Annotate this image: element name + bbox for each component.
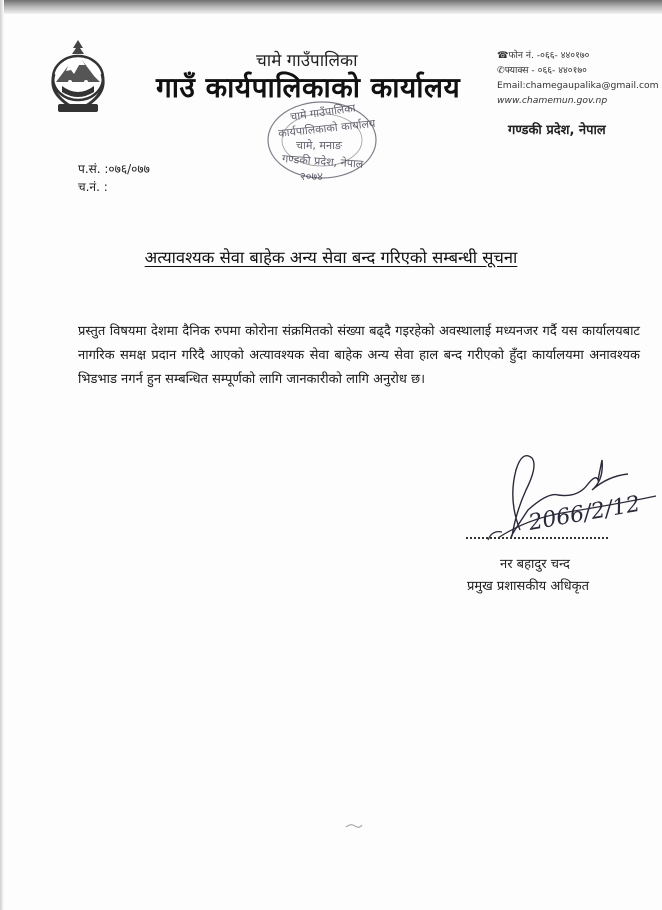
reference-block bbox=[78, 160, 150, 196]
nepal-emblem-icon bbox=[50, 38, 106, 118]
office-name-title: गाउँ कार्यपालिकाको कार्यालय bbox=[156, 71, 461, 104]
notice-title-wrap bbox=[0, 245, 662, 268]
province-name: गण्डकी प्रदेश, नेपाल bbox=[508, 123, 606, 138]
signer-designation: प्रमुख प्रशासकीय अधिकृत bbox=[467, 579, 590, 594]
stamp-text-1: चामे गाउँपालिका bbox=[289, 101, 357, 124]
letter-number: प.सं. :०७६/०७७ bbox=[78, 162, 150, 176]
page-side-shadow bbox=[0, 0, 4, 910]
notice-body: प्रस्तुत विषयमा देशमा दैनिक रुपमा कोरोना संक्रमितको संख्या बढ्दै गइरहेको अवस्थालाई मध्यनजर गर्दै यस कार्यालयबाट नागरिक समक्ष प्रदान गरिदै आएको अत्यावश्यक सेवा बाहेक अन्य सेवा हाल बन्द गरीएको हुँदा कार्यालयमा अनावश्यक भिडभाड नगर्न हुन सम्बन्धित सम्पूर्णको लागि जानकारीको लागि अनुरोध छ। bbox=[78, 324, 640, 387]
notice-title: अत्यावश्यक सेवा बाहेक अन्य सेवा बन्द गरिएको सम्बन्धी सूचना bbox=[144, 248, 518, 267]
dispatch-number: च.नं. : bbox=[78, 180, 108, 194]
signature-date: 2066/2/12 bbox=[526, 491, 643, 536]
website-url: www.chamemun.gov.np bbox=[497, 95, 608, 106]
stamp-text-5: २०७४ bbox=[300, 170, 323, 183]
contact-block bbox=[497, 48, 659, 108]
page-top-edge bbox=[0, 0, 662, 14]
email-address: Email:chamegaupalika@gmail.com bbox=[497, 80, 659, 91]
office-name-small: चामे गाउँपालिका bbox=[256, 51, 358, 71]
signer-name: नर बहादुर चन्द bbox=[500, 557, 570, 572]
signature-line bbox=[466, 537, 608, 539]
paper-smudge bbox=[345, 822, 363, 830]
stamp-text-4: गण्डकी प्रदेश, नेपाल bbox=[281, 152, 364, 171]
stamp-text-3: चामे, मनाङ bbox=[296, 139, 342, 152]
handwritten-signature bbox=[468, 440, 658, 550]
phone-number: ☎फोन नं. -०६६- ४४०१७० bbox=[497, 50, 590, 61]
fax-number: ✆फ्याक्स - ०६६- ४४०१७० bbox=[497, 65, 587, 76]
stamp-text-2: कार्यपालिकाको कार्यालय bbox=[277, 116, 376, 141]
